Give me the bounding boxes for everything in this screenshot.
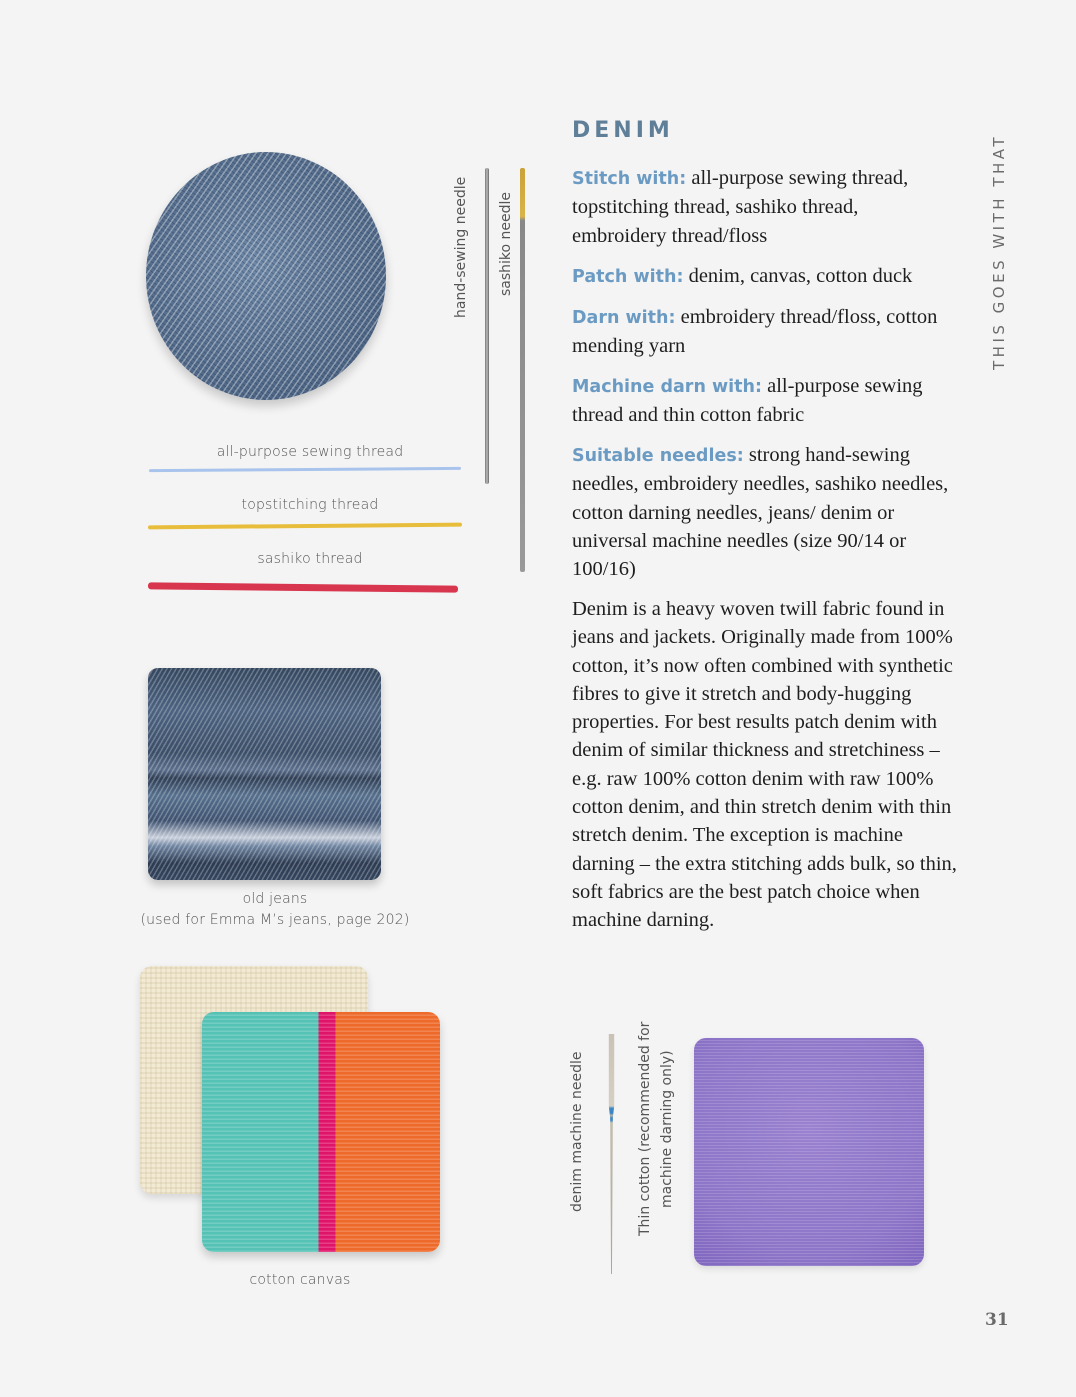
hand-sewing-needle-caption: hand-sewing needle xyxy=(453,176,469,318)
spec-text: all-purpose sewing thread and thin cotton fabric xyxy=(572,375,923,427)
all-purpose-thread-image xyxy=(149,467,461,472)
old-jeans-note: (used for Emma M’s jeans, page 202) xyxy=(140,912,410,928)
body-paragraph: Denim is a heavy woven twill fabric found in jeans and jackets. Originally made from 100% cotton, it’s now often combined with synthetic fibres to give it stretch and body-hugging properties. For best results patch denim with denim of similar thickness and stretchiness – e.g. raw 100% cotton denim with raw 100% cotton denim, and thin stretch denim with thin stretch denim. The exception is machine darning – the extra stitching adds bulk, so thin, soft fabrics are the best patch choice when machine darning. xyxy=(572,598,957,932)
spec-machine-darn-with xyxy=(572,372,957,430)
thin-cotton-swatch xyxy=(694,1038,924,1266)
spec-text: embroidery thread/floss, cotton mending yarn xyxy=(572,306,938,358)
topstitching-thread-caption: topstitching thread xyxy=(241,497,379,513)
spec-label: Suitable needles: xyxy=(572,446,744,466)
spec-patch-with xyxy=(572,262,957,291)
section-tab: THIS GOES WITH THAT xyxy=(990,133,1008,370)
spec-suitable-needles xyxy=(572,441,957,583)
spec-stitch-with xyxy=(572,164,957,250)
spec-label: Patch with: xyxy=(572,267,684,287)
spec-label: Machine darn with: xyxy=(572,377,762,397)
spec-text: all-purpose sewing thread, topstitching thread, sashiko thread, embroidery thread/floss xyxy=(572,167,909,247)
thin-cotton-caption-line1: Thin cotton (recommended for xyxy=(637,1021,653,1236)
spec-label: Stitch with: xyxy=(572,169,687,189)
spec-darn-with xyxy=(572,303,957,361)
page-title: DENIM xyxy=(572,118,674,143)
sashiko-thread-image xyxy=(148,582,458,592)
cotton-canvas-caption: cotton canvas xyxy=(249,1272,351,1288)
denim-circle-swatch xyxy=(146,152,386,400)
sashiko-needle-caption: sashiko needle xyxy=(498,191,514,296)
all-purpose-thread-caption: all-purpose sewing thread xyxy=(216,444,404,460)
topstitching-thread-image xyxy=(148,523,462,530)
sashiko-needle-image xyxy=(520,168,525,572)
sashiko-thread-caption: sashiko thread xyxy=(257,551,363,567)
denim-machine-needle-image xyxy=(607,1034,616,1274)
thin-cotton-caption-line2: machine darning only) xyxy=(659,1050,675,1208)
spec-label: Darn with: xyxy=(572,308,676,328)
spec-text: denim, canvas, cotton duck xyxy=(683,265,913,287)
page-number: 31 xyxy=(985,1310,1009,1330)
spec-text: strong hand-sewing needles, embroidery needles, sashiko needles, cotton darning needles, jeans/ denim or universal machine needles (size 90/14 or 100/16) xyxy=(572,444,949,581)
old-jeans-caption: old jeans xyxy=(242,891,308,907)
old-jeans-swatch xyxy=(148,668,381,880)
hand-sewing-needle-image xyxy=(485,168,489,484)
striped-canvas-swatch xyxy=(202,1012,440,1252)
denim-machine-needle-caption: denim machine needle xyxy=(569,1051,585,1212)
